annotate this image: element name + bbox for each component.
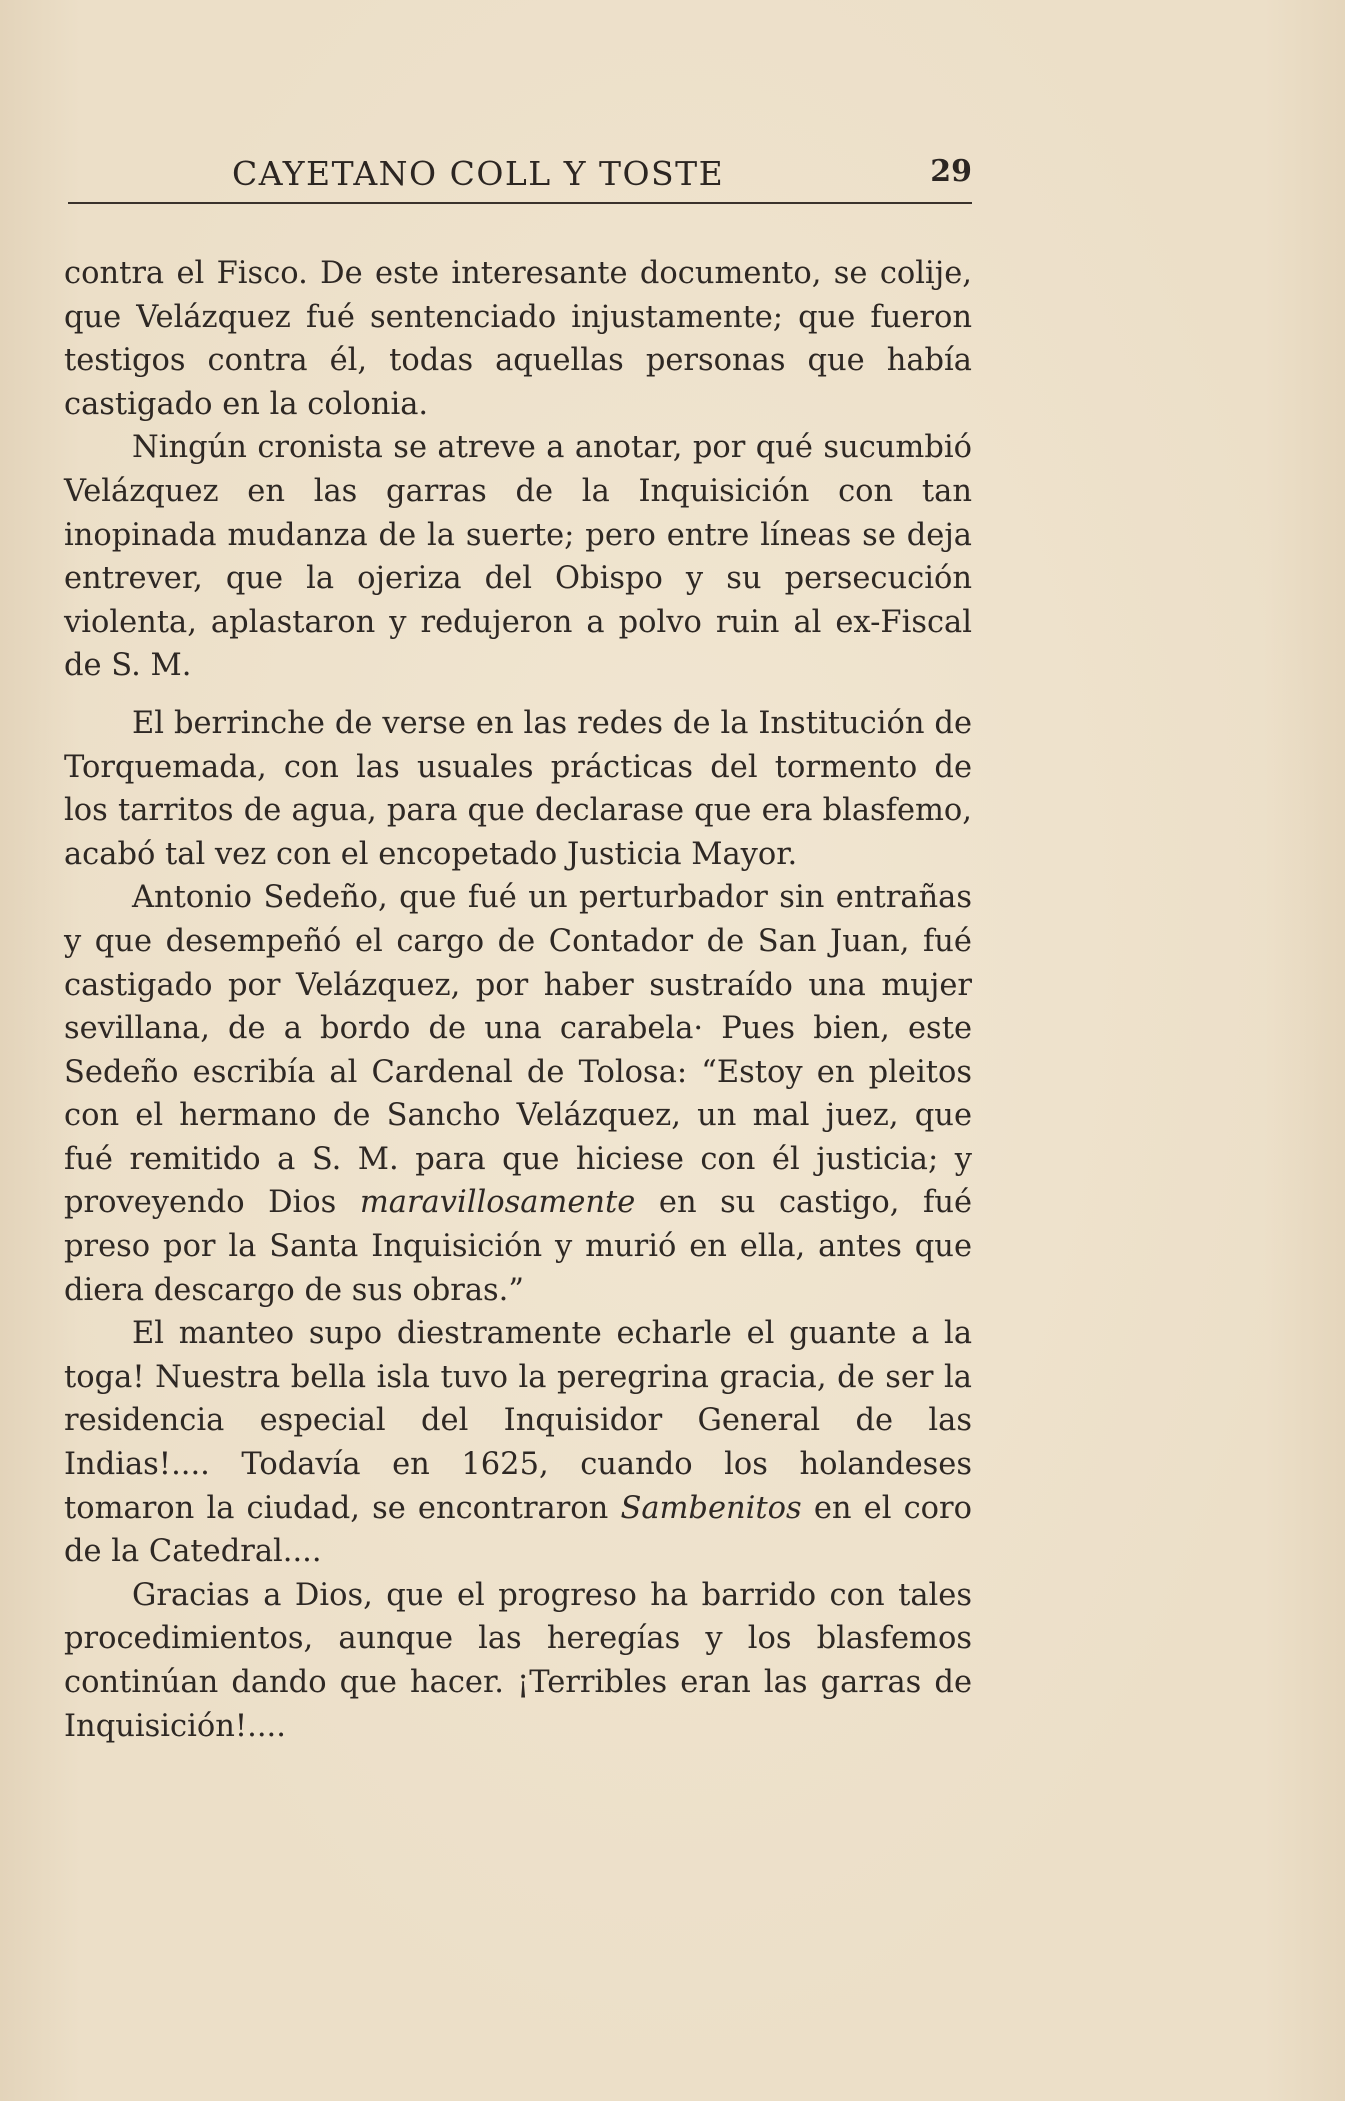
paragraph-4-text-after: en su castigo, fué preso por la Santa Inquisición y murió en ella, antes que diera descargo de sus obras.” xyxy=(64,1185,973,1308)
paragraph-5-italic: Sambenitos xyxy=(620,1490,802,1526)
paragraph-4-text-before: Antonio Sedeño, que fué un perturbador sin entrañas y que desempeñó el cargo de Contador de San Juan, fué castigado por Velázquez, por haber sustraído una mujer sevillana, de a bordo de una carabela· Pues bien, este Sedeño escribía al Cardenal de Tolosa: “Estoy en pleitos con el hermano de Sancho Velázquez, un mal juez, que fué remitido a S. M. para que hiciese con él justicia; y proveyendo Dios xyxy=(64,880,972,1221)
page-number: 29 xyxy=(930,154,972,189)
paragraph-4-italic: maravillosamente xyxy=(359,1185,636,1221)
paragraph-5-text-after: en el coro de la Catedral.... xyxy=(64,1490,972,1570)
paragraph-2: Ningún cronista se atreve a anotar, por qué sucumbió Velázquez en las garras de la Inquisición con tan inopinada mudanza de la suerte; pero entre líneas se deja entrever, que la ojeriza del Obispo y su persecución violenta, aplastaron y redujeron a polvo ruin al ex-Fiscal de S. M. xyxy=(64,430,972,684)
paragraph-5-text-before: El manteo supo diestramente echarle el guante a la toga! Nuestra bella isla tuvo la peregrina gracia, de ser la residencia especial del Inquisidor General de las Indias!.... Todavía en 1625, cuando los holandeses tomaron la ciudad, se encontraron xyxy=(64,1316,972,1526)
header-rule xyxy=(68,202,972,204)
paragraph-6: Gracias a Dios, que el progreso ha barrido con tales procedimientos, aunque las heregías y los blasfemos continúan dando que hacer. ¡Terribles eran las garras de Inquisición!.... xyxy=(64,1577,972,1744)
paragraph-4 xyxy=(64,876,972,1312)
paragraph-1: contra el Fisco. De este interesante documento, se colije, que Velázquez fué sentenciado injustamente; que fueron testigos contra él, todas aquellas personas que había castigado en la colonia. xyxy=(64,256,972,422)
body-text xyxy=(64,252,972,1748)
running-header xyxy=(64,148,972,198)
paragraph-5 xyxy=(64,1312,972,1574)
paragraph-3: El berrinche de verse en las redes de la Institución de Torquemada, con las usuales prácticas del tormento de los tarritos de agua, para que declarase que era blasfemo, acabó tal vez con el encopetado Justicia Mayor. xyxy=(64,705,972,872)
running-title: CAYETANO COLL Y TOSTE xyxy=(232,154,725,193)
